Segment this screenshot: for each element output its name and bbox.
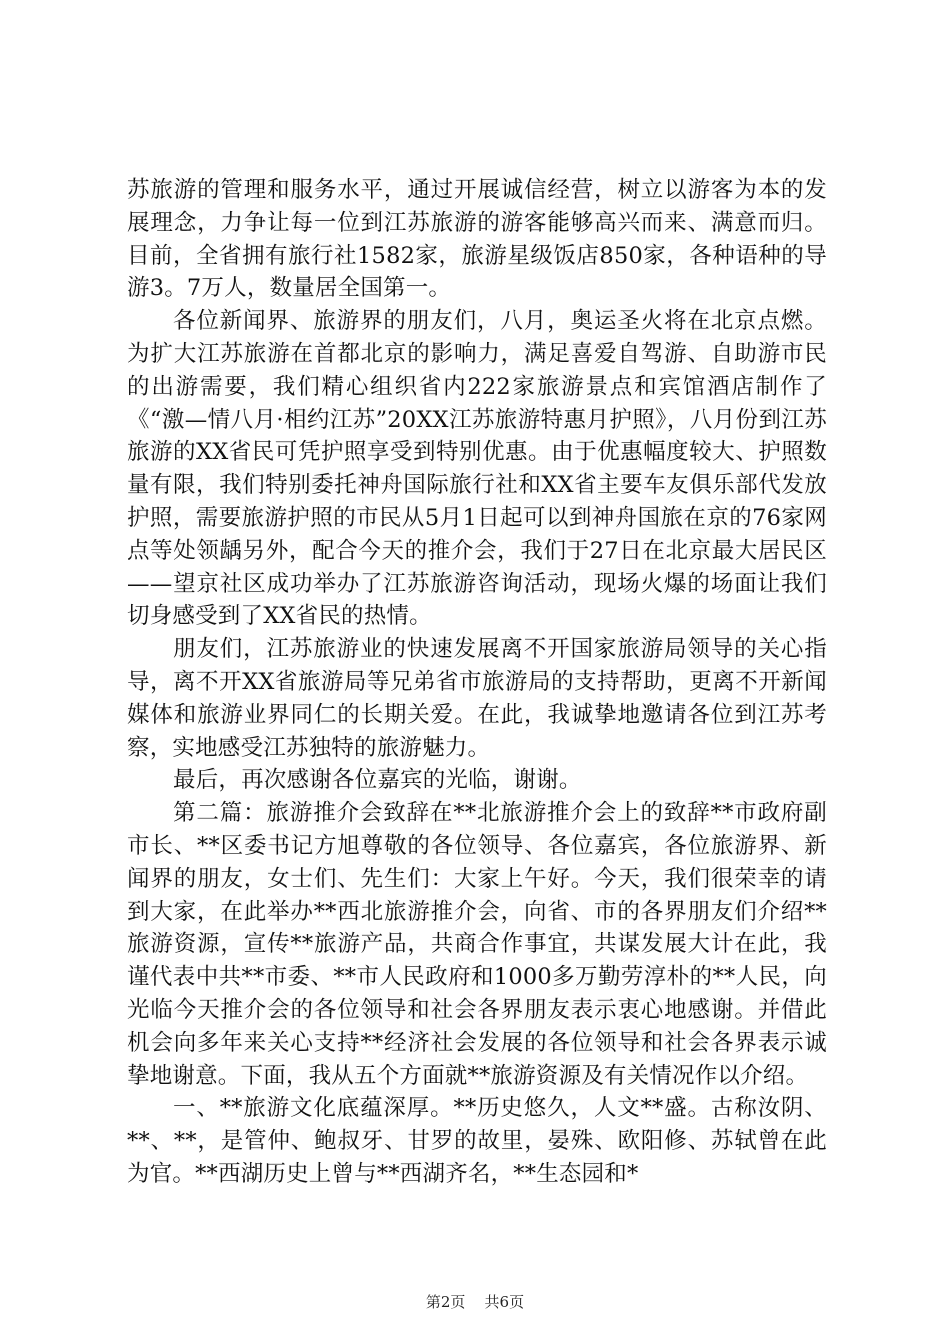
paragraph-closing: 最后，再次感谢各位嘉宾的光临，谢谢。 — [173, 767, 582, 794]
page-separator — [470, 1293, 480, 1311]
paragraph-beijing-promotion: 各位新闻界、旅游界的朋友们，八月，奥运圣火将在北京点燃。为扩大江苏旅游在首都北京的影响力，满足喜爱自驾游、自助游市民的出游需要，我们精心组织省内222家旅游景点和宾馆酒店制作了《“激—情八月·相约江苏”20XX江苏旅游特惠月护照》，八月份到江苏旅游的XX省民可凭护照享受到特别优惠。由于优惠幅度较大、护照数量有限，我们特别委托神舟国际旅行社和XX省主要车友俱乐部代发放护照，需要旅游护照的市民从5月1日起可以到神舟国旅在京的76家网点等处领龋另外，配合今天的推介会，我们于27日在北京最大居民区——望京社区成功举办了江苏旅游咨询活动，现场火爆的场面让我们切身感受到了XX省民的热情。 — [127, 308, 827, 630]
paragraph-second-article: 第二篇：旅游推介会致辞在**北旅游推介会上的致辞**市政府副市长、**区委书记方旭尊敬的各位领导、各位嘉宾，各位旅游界、新闻界的朋友，女士们、先生们：大家上午好。今天，我们很荣幸的请到大家，在此举办**西北旅游推介会，向省、市的各界朋友们介绍**旅游资源，宣传**旅游产品，共商合作事宜，共谋发展大计在此，我谨代表中共**市委、**市人民政府和1000多万勤劳淳朴的**人民，向光临今天推介会的各位领导和社会各界朋友表示衷心地感谢。并借此机会向多年来关心支持**经济社会发展的各位领导和社会各界表示诚挚地谢意。下面，我从五个方面就**旅游资源及有关情况作以介绍。 — [127, 800, 827, 1089]
paragraph-culture: 一、**旅游文化底蕴深厚。**历史悠久，人文**盛。古称汝阴、**、**，是管仲、鲍叔牙、甘罗的故里，晏殊、欧阳修、苏轼曾在此为官。**西湖历史上曾与**西湖齐名，**生态园和* — [127, 1095, 827, 1187]
page-footer — [0, 1292, 950, 1312]
paragraph-thanks-friends: 朋友们，江苏旅游业的快速发展离不开国家旅游局领导的关心指导，离不开XX省旅游局等兄弟省市旅游局的支持帮助，更离不开新闻媒体和旅游业界同仁的长期关爱。在此，我诚挚地邀请各位到江苏考察，实地感受江苏独特的旅游魅力。 — [127, 636, 827, 761]
page-total: 共6页 — [484, 1293, 525, 1311]
paragraph-continuation: 苏旅游的管理和服务水平，通过开展诚信经营，树立以游客为本的发展理念，力争让每一位到江苏旅游的游客能够高兴而来、满意而归。目前，全省拥有旅行社1582家，旅游星级饭店850家，各种语种的导游3。7万人，数量居全国第一。 — [127, 177, 827, 302]
page-number: 第2页 — [425, 1293, 466, 1311]
document-body — [127, 174, 827, 1191]
